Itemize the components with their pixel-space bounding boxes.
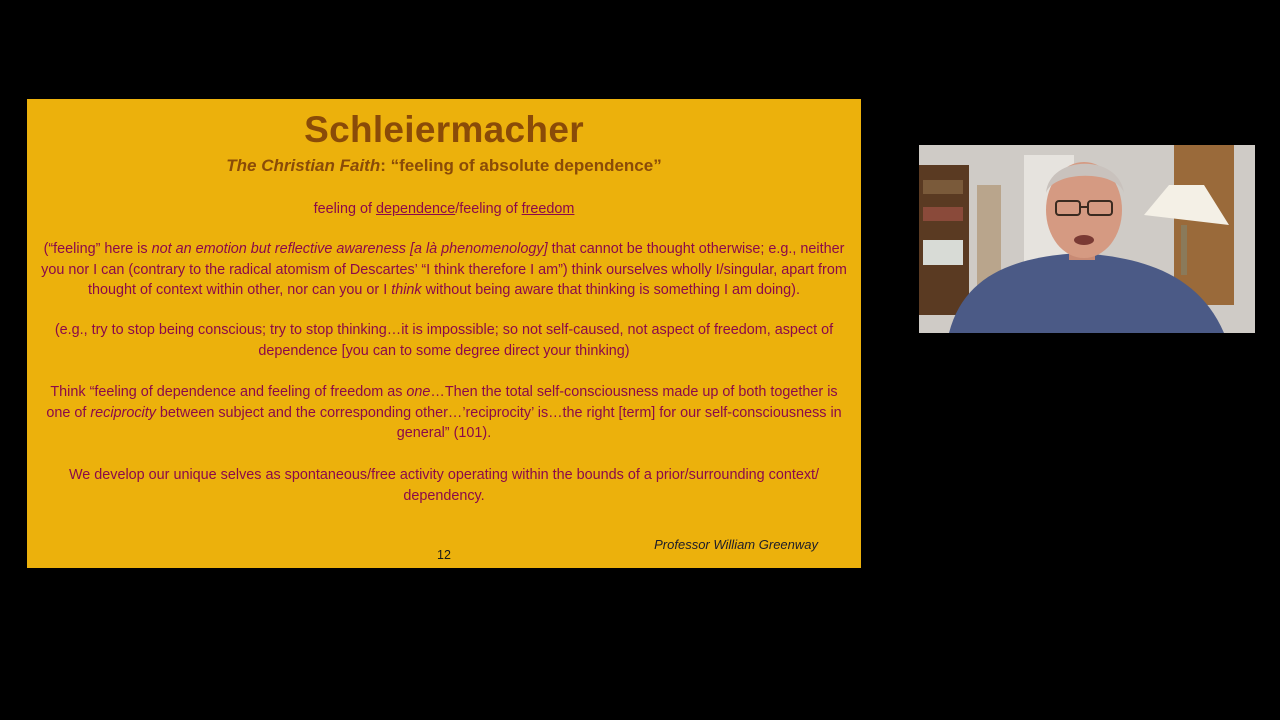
feeling-middle: /feeling of bbox=[455, 201, 522, 217]
freedom-link[interactable]: freedom bbox=[521, 201, 575, 217]
slide-title: Schleiermacher bbox=[304, 109, 584, 150]
para-a-italic-2: think bbox=[391, 282, 422, 298]
para-c-italic-1: one bbox=[406, 384, 431, 400]
para-c-text-2: …Then the total self-consciousness made up of both together is one of bbox=[46, 384, 838, 421]
subtitle-quote: : “feeling of absolute dependence” bbox=[380, 156, 662, 175]
para-a-text-3: without being aware that thinking is something I am doing). bbox=[421, 282, 800, 298]
subtitle-book-title: The Christian Faith bbox=[226, 156, 381, 175]
feeling-prefix: feeling of bbox=[313, 201, 376, 217]
webcam-image bbox=[919, 145, 1255, 333]
para-c-text-1: Think “feeling of dependence and feeling of freedom as bbox=[50, 384, 407, 400]
paragraph-reciprocity bbox=[41, 382, 847, 444]
slide-number: 12 bbox=[437, 548, 451, 562]
para-a-text-1: (“feeling” here is bbox=[43, 241, 152, 257]
para-a-italic-1: not an emotion but reflective awareness [a là phenomenology] bbox=[151, 241, 548, 257]
books-row-1 bbox=[923, 180, 963, 194]
paragraph-feeling-definition bbox=[41, 239, 847, 301]
webcam-feed bbox=[919, 145, 1255, 333]
feeling-line bbox=[41, 199, 847, 220]
presentation-slide bbox=[27, 99, 861, 568]
slide-subtitle bbox=[27, 156, 861, 176]
para-c-italic-2: reciprocity bbox=[90, 404, 156, 421]
paragraph-conclusion: We develop our unique selves as spontaneous/free activity operating within the bounds of a prior/surrounding context/ dependency. bbox=[68, 467, 820, 504]
author-credit: Professor William Greenway bbox=[654, 537, 818, 552]
para-c-text-3: between subject and the corresponding other…’reciprocity’ is…the right [term] for our self-consciousness in general” (101). bbox=[155, 404, 842, 441]
person-mouth bbox=[1074, 235, 1094, 245]
paragraph-example: (e.g., try to stop being conscious; try to stop thinking…it is impossible; so not self-caused, not aspect of freedom, aspect of dependence [you can to some degree direct your thinking) bbox=[54, 322, 834, 359]
shelf-items bbox=[923, 240, 963, 265]
books-row-2 bbox=[923, 207, 963, 221]
para-a-text-2: that cannot be thought otherwise; e.g., neither you nor I can (contrary to the radical atomism of Descartes’ “I think therefore I am”) think ourselves wholly I/singular, apart from thought of context within other, nor can you or I bbox=[41, 241, 847, 298]
lamp-stand bbox=[1181, 225, 1187, 275]
dependence-link[interactable]: dependence bbox=[375, 201, 456, 217]
